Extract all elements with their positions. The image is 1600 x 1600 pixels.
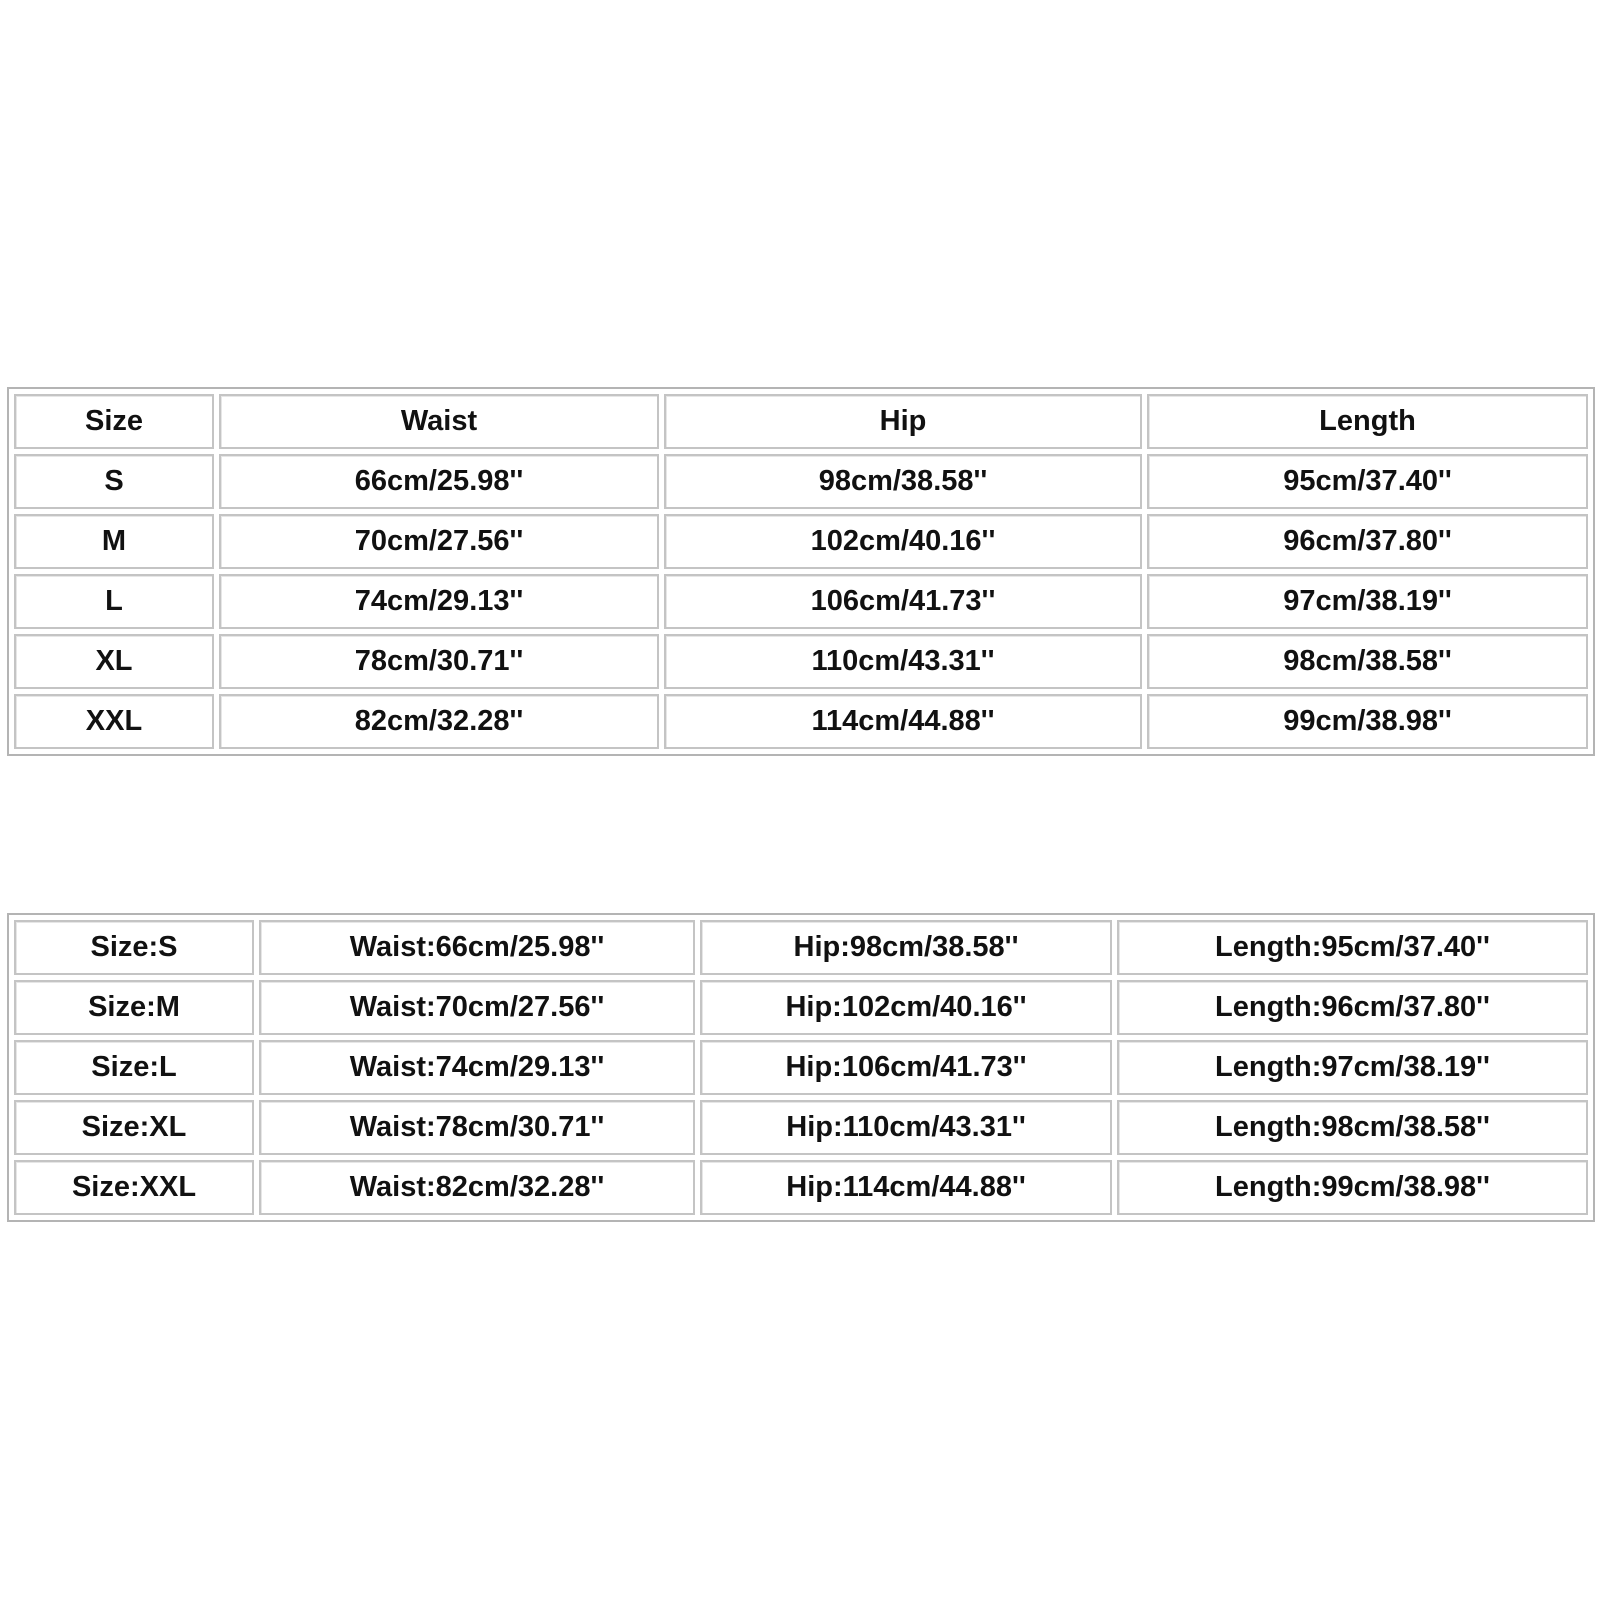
length-cell: 96cm/37.80'' bbox=[1147, 514, 1588, 569]
size-cell: XXL bbox=[14, 694, 214, 749]
hip-cell: 106cm/41.73'' bbox=[664, 574, 1142, 629]
hip-cell: Hip:110cm/43.31'' bbox=[700, 1100, 1112, 1155]
waist-cell: 78cm/30.71'' bbox=[219, 634, 659, 689]
hip-cell: 110cm/43.31'' bbox=[664, 634, 1142, 689]
waist-cell: Waist:78cm/30.71'' bbox=[259, 1100, 695, 1155]
size-cell: M bbox=[14, 514, 214, 569]
length-cell: 97cm/38.19'' bbox=[1147, 574, 1588, 629]
table-row bbox=[14, 514, 1588, 569]
size-chart-table bbox=[7, 387, 1595, 756]
length-cell: Length:99cm/38.98'' bbox=[1117, 1160, 1588, 1215]
size-list-table bbox=[7, 913, 1595, 1222]
length-cell: Length:98cm/38.58'' bbox=[1117, 1100, 1588, 1155]
size-cell: Size:M bbox=[14, 980, 254, 1035]
hip-cell: 102cm/40.16'' bbox=[664, 514, 1142, 569]
size-cell: S bbox=[14, 454, 214, 509]
header-length: Length bbox=[1147, 394, 1588, 449]
size-cell: Size:L bbox=[14, 1040, 254, 1095]
hip-cell: Hip:114cm/44.88'' bbox=[700, 1160, 1112, 1215]
waist-cell: 70cm/27.56'' bbox=[219, 514, 659, 569]
length-cell: Length:96cm/37.80'' bbox=[1117, 980, 1588, 1035]
waist-cell: Waist:74cm/29.13'' bbox=[259, 1040, 695, 1095]
size-cell: Size:XL bbox=[14, 1100, 254, 1155]
table-header-row bbox=[14, 394, 1588, 449]
table-row bbox=[14, 1100, 1588, 1155]
table-row bbox=[14, 694, 1588, 749]
table-row bbox=[14, 980, 1588, 1035]
hip-cell: 114cm/44.88'' bbox=[664, 694, 1142, 749]
table-row bbox=[14, 574, 1588, 629]
length-cell: 95cm/37.40'' bbox=[1147, 454, 1588, 509]
header-hip: Hip bbox=[664, 394, 1142, 449]
length-cell: Length:97cm/38.19'' bbox=[1117, 1040, 1588, 1095]
table-row bbox=[14, 920, 1588, 975]
length-cell: Length:95cm/37.40'' bbox=[1117, 920, 1588, 975]
hip-cell: Hip:106cm/41.73'' bbox=[700, 1040, 1112, 1095]
size-cell: L bbox=[14, 574, 214, 629]
hip-cell: 98cm/38.58'' bbox=[664, 454, 1142, 509]
size-cell: XL bbox=[14, 634, 214, 689]
header-size: Size bbox=[14, 394, 214, 449]
table-row bbox=[14, 634, 1588, 689]
hip-cell: Hip:102cm/40.16'' bbox=[700, 980, 1112, 1035]
waist-cell: 82cm/32.28'' bbox=[219, 694, 659, 749]
size-cell: Size:S bbox=[14, 920, 254, 975]
waist-cell: Waist:82cm/32.28'' bbox=[259, 1160, 695, 1215]
table-row bbox=[14, 454, 1588, 509]
size-cell: Size:XXL bbox=[14, 1160, 254, 1215]
waist-cell: Waist:70cm/27.56'' bbox=[259, 980, 695, 1035]
waist-cell: Waist:66cm/25.98'' bbox=[259, 920, 695, 975]
length-cell: 98cm/38.58'' bbox=[1147, 634, 1588, 689]
hip-cell: Hip:98cm/38.58'' bbox=[700, 920, 1112, 975]
waist-cell: 74cm/29.13'' bbox=[219, 574, 659, 629]
table-row bbox=[14, 1040, 1588, 1095]
table-row bbox=[14, 1160, 1588, 1215]
waist-cell: 66cm/25.98'' bbox=[219, 454, 659, 509]
length-cell: 99cm/38.98'' bbox=[1147, 694, 1588, 749]
header-waist: Waist bbox=[219, 394, 659, 449]
